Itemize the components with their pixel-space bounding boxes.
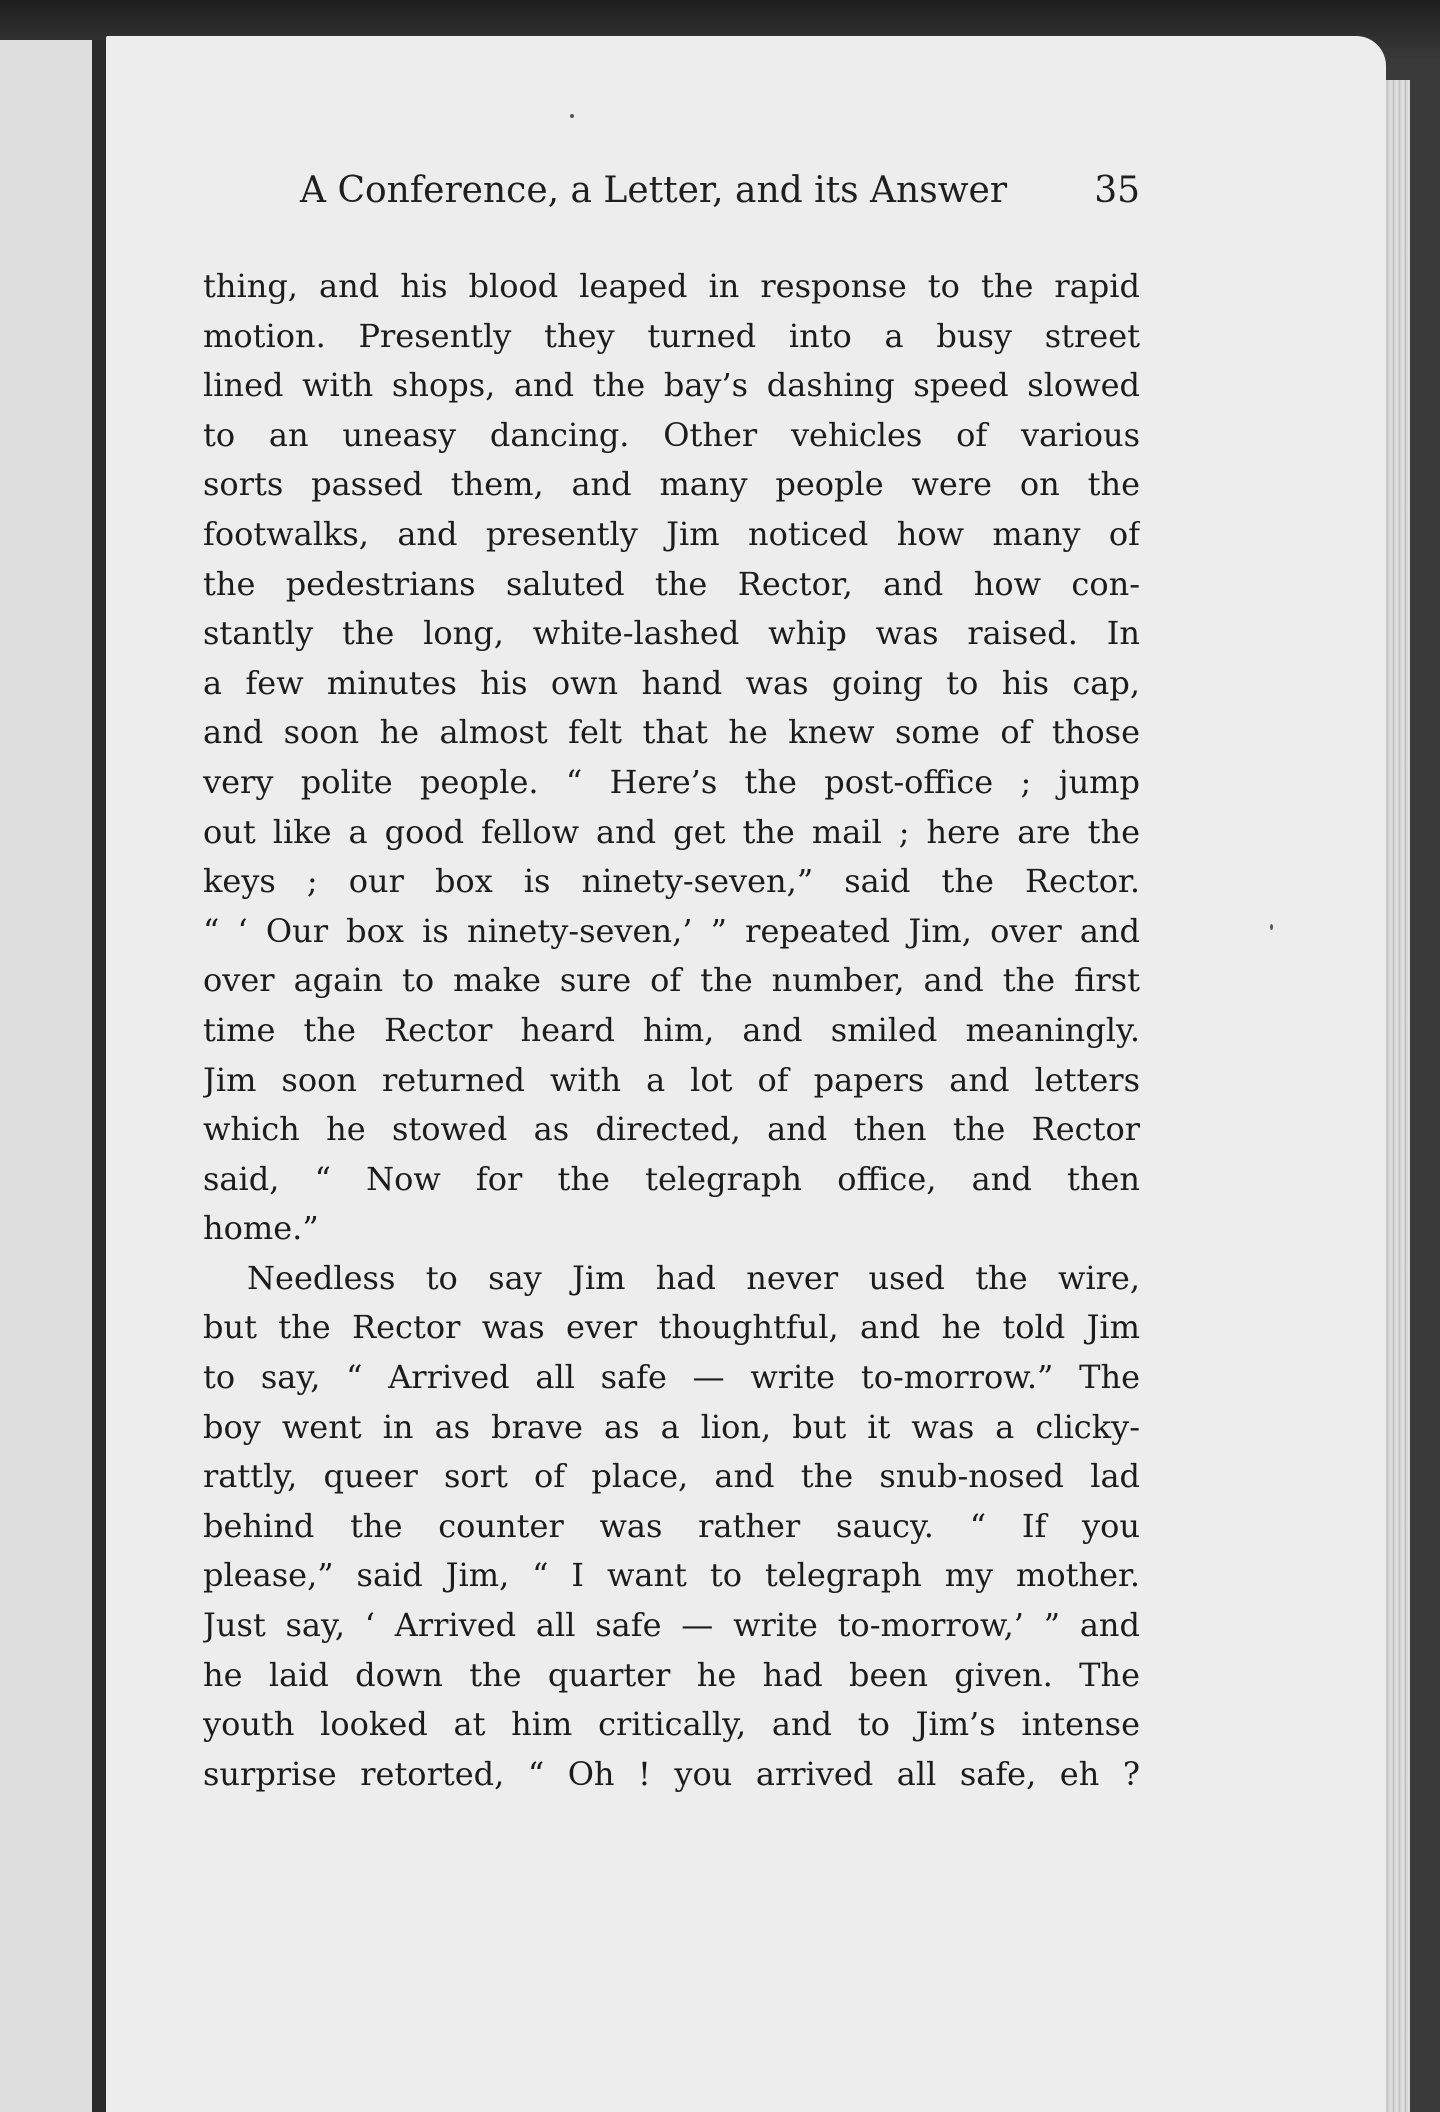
text-line: he laid down the quarter he had been given. The (203, 1655, 1140, 1694)
text-line: and soon he almost felt that he knew some of those (203, 713, 1140, 752)
text-line: time the Rector heard him, and smiled meaningly. (203, 1010, 1140, 1049)
text-line: Just say, ‘ Arrived all safe — write to-morrow,’ ” and (203, 1606, 1140, 1645)
text-line: stantly the long, white-lashed whip was raised. In (203, 614, 1140, 653)
running-head-title: A Conference, a Letter, and its Answer (300, 170, 1008, 211)
text-line: said, “ Now for the telegraph office, and then (203, 1159, 1140, 1198)
text-line: very polite people. “ Here’s the post-office ; jump (203, 762, 1140, 801)
text-line: out like a good fellow and get the mail ; here are the (203, 812, 1140, 851)
page-number: 35 (1094, 170, 1140, 211)
text-line: “ ‘ Our box is ninety-seven,’ ” repeated Jim, over and (203, 911, 1140, 950)
scan-right-border (1410, 60, 1440, 2112)
text-line: surprise retorted, “ Oh ! you arrived all safe, eh ? (203, 1754, 1140, 1793)
text-line: thing, and his blood leaped in response to the rapid (203, 267, 1140, 305)
text-line: youth looked at him critically, and to Jim’s intense (203, 1705, 1140, 1744)
text-line: a few minutes his own hand was going to his cap, (203, 663, 1140, 702)
text-line: boy went in as brave as a lion, but it was a clicky- (203, 1407, 1140, 1446)
text-line: which he stowed as directed, and then the Rector (203, 1110, 1140, 1149)
text-line: to an uneasy dancing. Other vehicles of various (203, 415, 1140, 454)
text-line: over again to make sure of the number, and the first (203, 961, 1140, 1000)
body-text (203, 262, 1140, 1799)
text-line: footwalks, and presently Jim noticed how many of (203, 514, 1140, 553)
paper-speck (570, 114, 574, 118)
text-line: but the Rector was ever thoughtful, and he told Jim (203, 1308, 1140, 1347)
text-line: to say, “ Arrived all safe — write to-morrow.” The (203, 1358, 1140, 1397)
facing-page-edge (0, 40, 92, 2112)
text-line: home.” (203, 1209, 319, 1248)
text-line: lined with shops, and the bay’s dashing speed slowed (203, 366, 1140, 405)
paragraph (203, 262, 1140, 1254)
text-line: please,” said Jim, “ I want to telegraph my mother. (203, 1556, 1140, 1595)
text-line: behind the counter was rather saucy. “ If you (203, 1506, 1140, 1545)
text-line: rattly, queer sort of place, and the snub-nosed lad (203, 1457, 1140, 1496)
text-line: keys ; our box is ninety-seven,” said the Rector. (203, 862, 1140, 901)
text-line: motion. Presently they turned into a busy street (203, 316, 1140, 355)
paragraph (203, 1254, 1140, 1800)
text-line: sorts passed them, and many people were on the (203, 465, 1140, 504)
text-line: Jim soon returned with a lot of papers and letters (203, 1060, 1140, 1099)
book-gutter (92, 40, 106, 2112)
paper-speck (1270, 924, 1273, 930)
text-line: Needless to say Jim had never used the wire, (247, 1258, 1140, 1297)
text-line: the pedestrians saluted the Rector, and how con- (203, 564, 1140, 603)
